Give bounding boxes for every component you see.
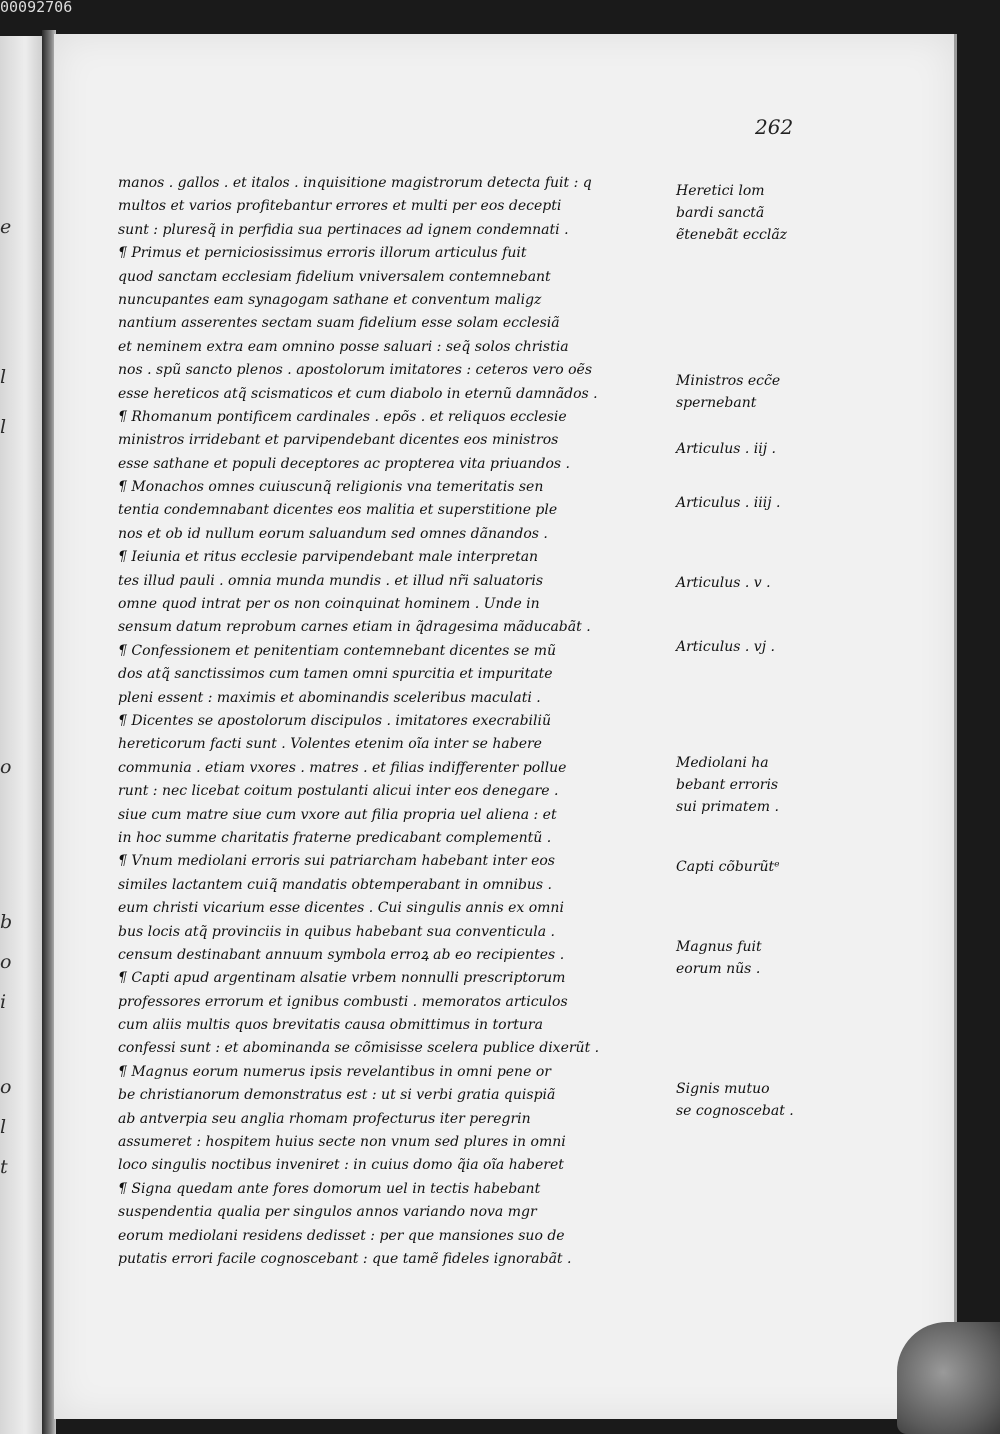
text-line: ¶ Rhomanum pontificem cardinales . epõs . et reliquos ecclesie [118, 408, 567, 425]
margin-note-magnus [676, 936, 816, 980]
text-line: ab antverpia seu anglia rhomam profecturus iter peregrin [118, 1110, 531, 1127]
text-line: suspendentia qualia per singulos annos variando nova mgr [118, 1204, 537, 1221]
margin-note-articulus-3 [676, 438, 816, 460]
margin-note-line: Articulus . v . [676, 575, 771, 591]
margin-note-line: se cognoscebat . [676, 1103, 794, 1119]
margin-note-line: Mediolani ha [676, 755, 769, 771]
margin-note-capti [676, 856, 816, 878]
margin-note-line: Articulus . iiij . [676, 495, 781, 511]
text-line: quod sanctam ecclesiam fidelium vniversalem contemnebant [118, 268, 551, 285]
left-fragment: b [0, 911, 13, 933]
text-line: professores errorum et ignibus combusti . memoratos articulos [118, 993, 568, 1010]
text-line: putatis errori facile cognoscebant : que tamẽ fideles ignorabãt . [118, 1250, 572, 1267]
text-line: ¶ Signa quedam ante fores domorum uel in tectis habebant [118, 1180, 541, 1197]
text-line: ministros irridebant et parvipendebant dicentes eos ministros [118, 432, 559, 449]
text-line: tes illud pauli . omnia munda mundis . et illud nr̃i saluatoris [118, 572, 544, 589]
left-fragment: i [0, 991, 7, 1013]
text-line: multos et varios profitebantur errores et multi per eos decepti [118, 198, 562, 215]
text-line: eum christi vicarium esse dicentes . Cui singulis annis ex omni [118, 900, 564, 917]
margin-note-line: Magnus fuit [676, 939, 762, 955]
text-line: censum destinabant annuum symbola erroꝝ ab eo recipientes . [118, 946, 565, 963]
margin-note-line: ẽtenebãt ecclãz [676, 227, 788, 243]
text-line: hereticorum facti sunt . Volentes etenim oĩa inter se habere [118, 736, 542, 753]
margin-note-articulus-6 [676, 636, 816, 658]
left-fragment: o [0, 1076, 12, 1098]
text-line: et neminem extra eam omnino posse saluari : seq̃ solos christia [118, 338, 569, 355]
text-line: omne quod intrat per os non coinquinat hominem . Unde in [118, 596, 540, 613]
text-line: tentia condemnabant dicentes eos malitia et superstitione ple [118, 502, 558, 519]
text-line: confessi sunt : et abominanda se cõmisisse scelera publice dixerũt . [118, 1040, 600, 1057]
main-text-block [118, 172, 633, 1271]
text-line: nos et ob id nullum eorum saluandum sed omnes dãnandos . [118, 525, 548, 542]
folio-number: 262 [755, 115, 794, 139]
text-line: nantium asserentes sectam suam fidelium esse solam ecclesiã [118, 315, 560, 332]
text-line: ¶ Monachos omnes cuiuscunq̃ religionis vna temeritatis sen [118, 479, 544, 496]
margin-note-heretici [676, 180, 816, 246]
text-line: eorum mediolani residens dedisset : per que mansiones suo de [118, 1227, 565, 1244]
image-id-corner: 00092706 [0, 0, 73, 14]
margin-note-line: Ministros ecc̃e [676, 373, 781, 389]
margin-note-line: Heretici lom [676, 183, 765, 199]
text-line: in hoc summe charitatis fraterne predicabant complementũ . [118, 829, 552, 846]
text-line: nuncupantes eam synagogam sathane et conventum maligz [118, 291, 542, 308]
text-line: esse hereticos atq̃ scismaticos et cum diabolo in eternũ damnãdos . [118, 385, 598, 402]
text-line: assumeret : hospitem huius secte non vnum sed plures in omni [118, 1134, 566, 1151]
text-line: siue cum matre siue cum vxore aut filia propria uel aliena : et [118, 806, 557, 823]
margin-note-articulus-4 [676, 492, 816, 514]
text-line: esse sathane et populi deceptores ac propterea vita priuandos . [118, 455, 570, 472]
margin-note-line: Articulus . vj . [676, 639, 775, 655]
left-fragment: l [0, 1116, 7, 1138]
left-fragment: o [0, 951, 12, 973]
text-line: sunt : pluresq̃ in perfidia sua pertinaces ad ignem condemnati . [118, 221, 569, 238]
text-line: manos . gallos . et italos . inquisitione magistrorum detecta fuit : q [118, 175, 592, 191]
text-line: loco singulis noctibus inveniret : in cuius domo q̃ia oĩa haberet [118, 1157, 564, 1174]
margin-note-articulus-5 [676, 572, 816, 594]
text-line: ¶ Dicentes se apostolorum discipulos . imitatores execrabiliũ [118, 712, 551, 729]
text-line: ¶ Primus et perniciosissimus erroris illorum articulus fuit [118, 245, 527, 262]
margin-note-line: Articulus . iij . [676, 441, 776, 457]
text-line: ¶ Capti apud argentinam alsatie vrbem nonnulli prescriptorum [118, 970, 566, 987]
left-fragment: l [0, 366, 7, 388]
margin-note-ministros [676, 370, 816, 414]
text-line: similes lactantem cuiq̃ mandatis obtemperabant in omnibus . [118, 876, 553, 893]
margin-note-line: Capti cõburũtᵉ [676, 859, 780, 875]
text-line: be christianorum demonstratus est : ut si verbi gratia quispiã [118, 1087, 556, 1104]
margin-note-line: spernebant [676, 395, 757, 411]
margin-note-line: Signis mutuo [676, 1081, 770, 1097]
margin-note-signis [676, 1078, 816, 1122]
text-line: pleni essent : maximis et abominandis sceleribus maculati . [118, 689, 541, 706]
thumb-holding-page [897, 1322, 1000, 1434]
text-line: communia . etiam vxores . matres . et filias indifferenter pollue [118, 759, 567, 776]
text-line: ¶ Magnus eorum numerus ipsis revelantibus in omni pene or [118, 1063, 551, 1080]
text-line: runt : nec licebat coitum postulanti alicui inter eos denegare . [118, 783, 559, 800]
text-line: nos . spũ sancto plenos . apostolorum imitatores : ceteros vero oẽs [118, 362, 593, 379]
margin-note-line: bebant erroris [676, 777, 779, 793]
left-fragment: o [0, 756, 12, 778]
left-fragment: e [0, 216, 12, 238]
margin-note-line: sui primatem . [676, 799, 779, 815]
left-fragment: t [0, 1156, 8, 1178]
left-fragment: l [0, 416, 7, 438]
text-line: bus locis atq̃ provinciis in quibus habebant sua conventicula . [118, 923, 555, 940]
margin-note-mediolani [676, 752, 816, 818]
text-line: sensum datum reprobum carnes etiam in q̃dragesima mãducabãt . [118, 619, 591, 636]
text-line: ¶ Ieiunia et ritus ecclesie parvipendebant male interpretan [118, 549, 539, 566]
margin-note-line: eorum nũs . [676, 961, 761, 977]
text-line: ¶ Vnum mediolani erroris sui patriarcham habebant inter eos [118, 853, 555, 870]
text-line: cum aliis multis quos brevitatis causa obmittimus in tortura [118, 1017, 543, 1034]
text-line: ¶ Confessionem et penitentiam contemnebant dicentes se mũ [118, 642, 557, 659]
previous-page-edge [0, 36, 44, 1434]
margin-note-line: bardi sanctã [676, 205, 765, 221]
text-line: dos atq̃ sanctissimos cum tamen omni spurcitia et impuritate [118, 666, 553, 683]
